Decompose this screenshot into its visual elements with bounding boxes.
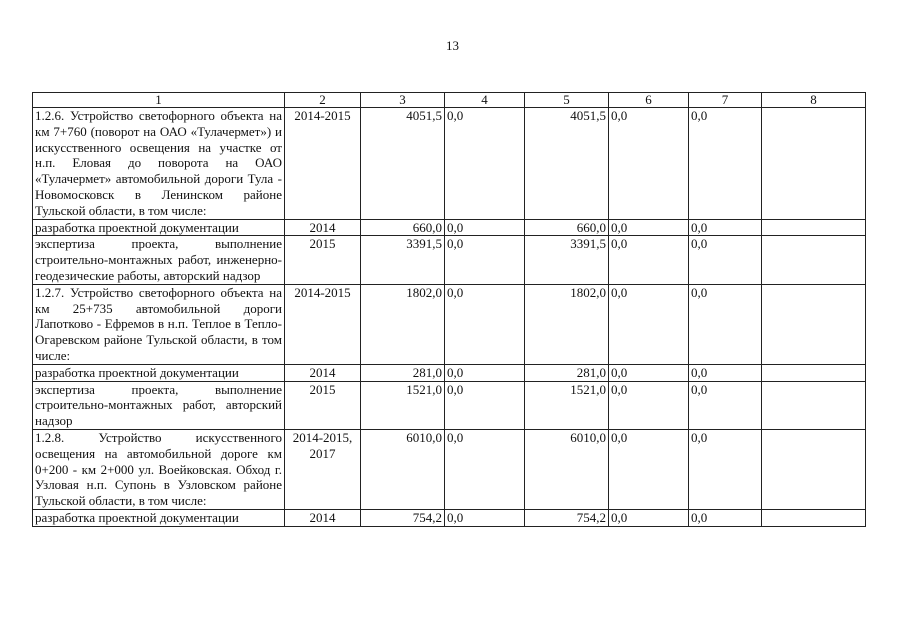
row-col6: 0,0	[609, 364, 689, 381]
row-col5: 3391,5	[525, 236, 609, 284]
row-col6: 0,0	[609, 429, 689, 509]
program-table	[32, 92, 866, 527]
row-col4: 0,0	[445, 219, 525, 236]
header-cell: 1	[33, 93, 285, 108]
row-col8	[762, 364, 866, 381]
row-col8	[762, 381, 866, 429]
row-description: разработка проектной документации	[33, 364, 285, 381]
row-col4: 0,0	[445, 381, 525, 429]
header-cell: 7	[689, 93, 762, 108]
row-years: 2015	[285, 381, 361, 429]
row-col5: 1521,0	[525, 381, 609, 429]
row-col5: 660,0	[525, 219, 609, 236]
row-total: 3391,5	[361, 236, 445, 284]
header-cell: 3	[361, 93, 445, 108]
row-total: 1521,0	[361, 381, 445, 429]
row-total: 6010,0	[361, 429, 445, 509]
row-description: экспертиза проекта, выполнение строительно-монтажных работ, инженерно-геодезические работы, авторский надзор	[33, 236, 285, 284]
row-col6: 0,0	[609, 108, 689, 220]
row-col8	[762, 429, 866, 509]
row-col8	[762, 284, 866, 364]
header-cell: 8	[762, 93, 866, 108]
table-row	[33, 219, 866, 236]
header-cell: 6	[609, 93, 689, 108]
row-years: 2015	[285, 236, 361, 284]
row-col8	[762, 509, 866, 526]
row-col5: 754,2	[525, 509, 609, 526]
header-row	[33, 93, 866, 108]
row-col7: 0,0	[689, 108, 762, 220]
row-col6: 0,0	[609, 509, 689, 526]
row-years: 2014-2015	[285, 284, 361, 364]
row-description: 1.2.6. Устройство светофорного объекта на км 7+760 (поворот на ОАО «Тулачермет») и искусственного освещения на участке от н.п. Еловая до поворота на ОАО «Тулачермет» автомобильной дороги Тула - Новомосковск в Ленинском районе Тульской области, в том числе:	[33, 108, 285, 220]
row-col7: 0,0	[689, 509, 762, 526]
row-col4: 0,0	[445, 108, 525, 220]
row-description: экспертиза проекта, выполнение строительно-монтажных работ, авторский надзор	[33, 381, 285, 429]
table-row	[33, 381, 866, 429]
page-number: 13	[446, 38, 459, 53]
header-cell: 2	[285, 93, 361, 108]
table-row	[33, 108, 866, 220]
header-cell: 5	[525, 93, 609, 108]
row-col5: 281,0	[525, 364, 609, 381]
row-col8	[762, 236, 866, 284]
row-description: 1.2.8. Устройство искусственного освещения на автомобильной дороге км 0+200 - км 2+000 ул. Воейковская. Обход г. Узловая н.п. Супонь в Узловском районе Тульской области, в том числе:	[33, 429, 285, 509]
row-col4: 0,0	[445, 364, 525, 381]
row-col4: 0,0	[445, 236, 525, 284]
row-col4: 0,0	[445, 509, 525, 526]
table-row	[33, 429, 866, 509]
table-row	[33, 364, 866, 381]
row-col7: 0,0	[689, 364, 762, 381]
row-col4: 0,0	[445, 429, 525, 509]
row-col7: 0,0	[689, 236, 762, 284]
row-col6: 0,0	[609, 284, 689, 364]
row-col7: 0,0	[689, 381, 762, 429]
row-col6: 0,0	[609, 219, 689, 236]
row-total: 4051,5	[361, 108, 445, 220]
row-total: 754,2	[361, 509, 445, 526]
header-cell: 4	[445, 93, 525, 108]
row-col4: 0,0	[445, 284, 525, 364]
row-years: 2014	[285, 364, 361, 381]
row-years: 2014-2015	[285, 108, 361, 220]
row-col8	[762, 108, 866, 220]
row-total: 281,0	[361, 364, 445, 381]
row-description: разработка проектной документации	[33, 219, 285, 236]
table-row	[33, 509, 866, 526]
row-description: разработка проектной документации	[33, 509, 285, 526]
row-col6: 0,0	[609, 236, 689, 284]
row-col7: 0,0	[689, 284, 762, 364]
row-col7: 0,0	[689, 219, 762, 236]
row-col5: 6010,0	[525, 429, 609, 509]
row-col5: 1802,0	[525, 284, 609, 364]
row-total: 660,0	[361, 219, 445, 236]
table-row	[33, 284, 866, 364]
row-col7: 0,0	[689, 429, 762, 509]
row-total: 1802,0	[361, 284, 445, 364]
row-years: 2014-2015, 2017	[285, 429, 361, 509]
table-row	[33, 236, 866, 284]
row-col6: 0,0	[609, 381, 689, 429]
row-years: 2014	[285, 219, 361, 236]
row-description: 1.2.7. Устройство светофорного объекта на км 25+735 автомобильной дороги Лапотково - Ефремов в н.п. Теплое в Тепло-Огаревском районе Тульской области, в том числе:	[33, 284, 285, 364]
row-col5: 4051,5	[525, 108, 609, 220]
row-years: 2014	[285, 509, 361, 526]
row-col8	[762, 219, 866, 236]
